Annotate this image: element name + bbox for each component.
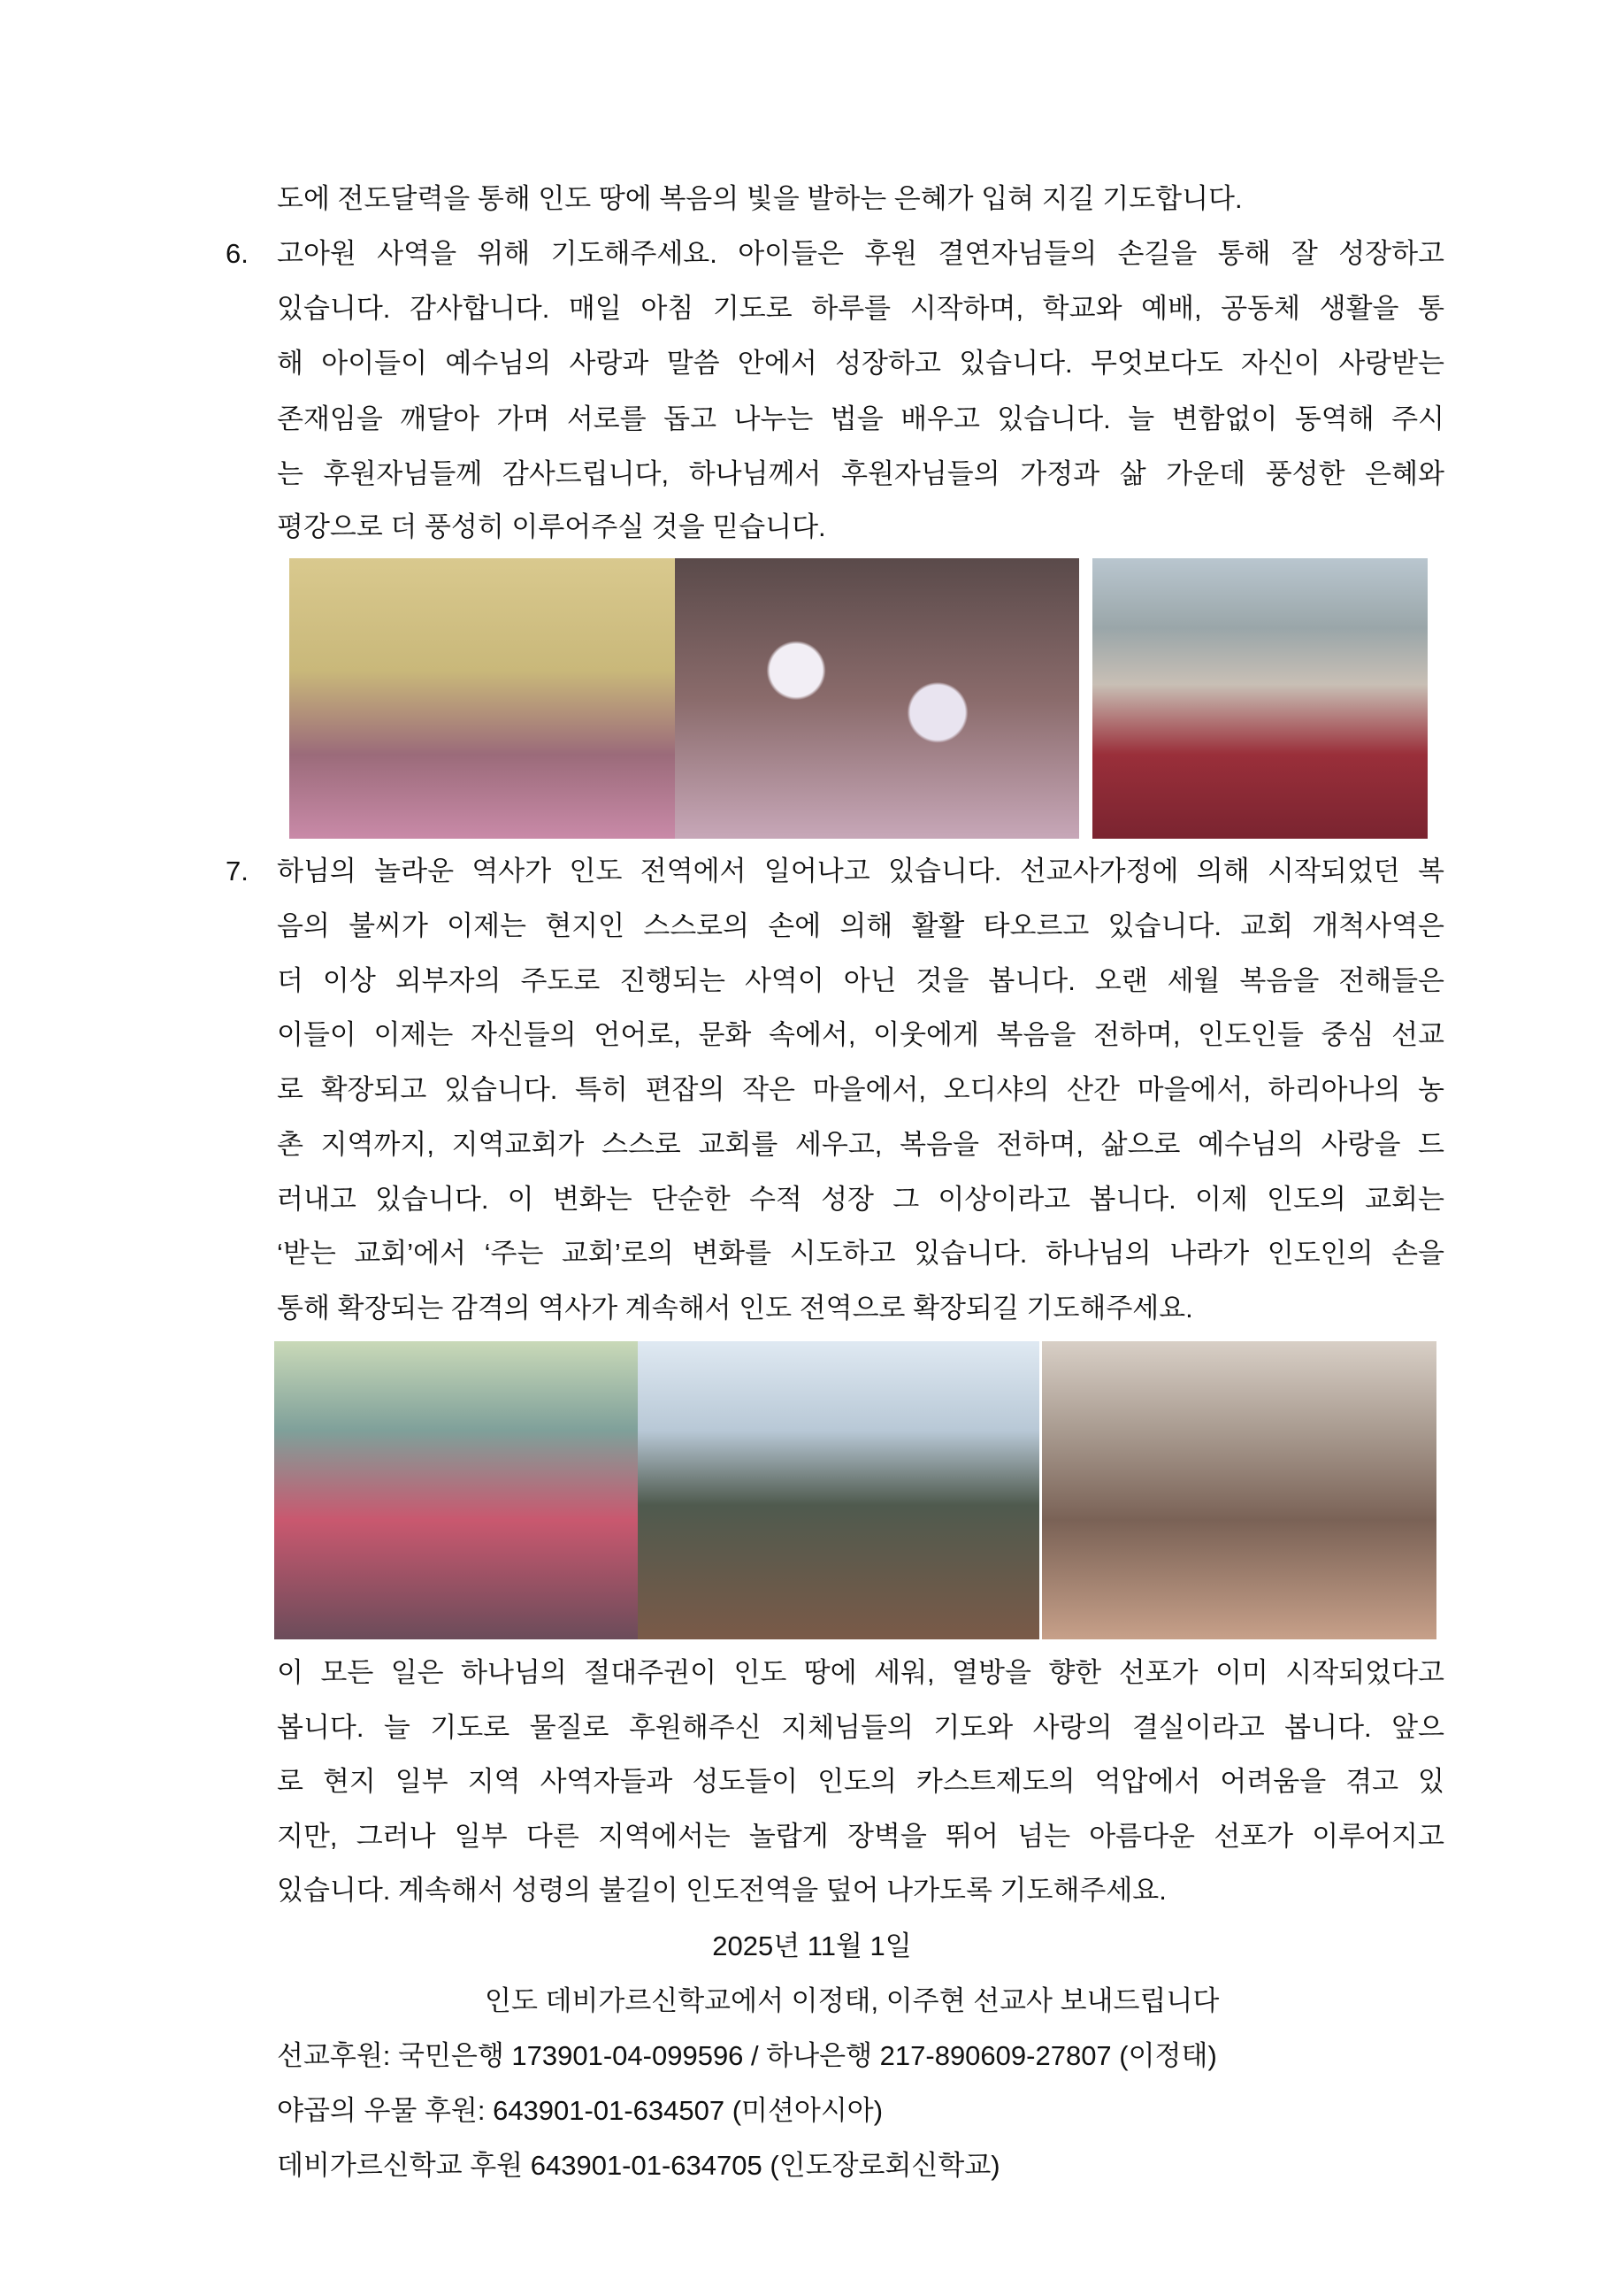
item-6-line: 해 아이들이 예수님의 사랑과 말씀 안에서 성장하고 있습니다. 무엇보다도 자신이 사랑받는: [277, 348, 1444, 379]
item-7-number: 7.: [226, 856, 249, 886]
item-7-line: 러내고 있습니다. 이 변화는 단순한 수적 성장 그 이상이라고 봅니다. 이제 인도의 교회는: [277, 1184, 1444, 1215]
item-6-line: 있습니다. 감사합니다. 매일 아침 기도로 하루를 시작하며, 학교와 예배, 공동체 생활을 통: [277, 293, 1444, 324]
item-7-line: 통해 확장되는 감격의 역사가 계속해서 인도 전역으로 확장되길 기도해주세요.: [277, 1293, 1193, 1324]
orphanage-children-photo: [289, 558, 675, 839]
closing-line: 봅니다. 늘 기도로 물질로 후원해주신 지체님들의 기도와 사랑의 결실이라고 봅니다. 앞으: [277, 1712, 1444, 1743]
item-7-line: 하님의 놀라운 역사가 인도 전역에서 일어나고 있습니다. 선교사가정에 의해 시작되었던 복: [277, 856, 1444, 886]
children-drawings-photo: [675, 558, 1079, 839]
item-6-number: 6.: [226, 238, 249, 269]
letter-sender: 인도 데비가르신학교에서 이정태, 이주현 선교사 보내드립니다: [485, 1985, 1220, 2016]
item-7-line: ‘받는 교회’에서 ‘주는 교회’로의 변화를 시도하고 있습니다. 하나님의 나라가 인도인의 손을: [277, 1238, 1444, 1269]
item-7-line: 이들이 이제는 자신들의 언어로, 문화 속에서, 이웃에게 복음을 전하며, 인도인들 중심 선교: [277, 1019, 1444, 1050]
letter-date: 2025년 11월 1일: [712, 1930, 912, 1961]
item-6-line: 존재임을 깨달아 가며 서로를 돕고 나누는 법을 배우고 있습니다. 늘 변함없이 동역해 주시: [277, 403, 1444, 434]
account-line: 야곱의 우물 후원: 643901-01-634507 (미션아시아): [277, 2095, 884, 2126]
item-7-line: 더 이상 외부자의 주도로 진행되는 사역이 아닌 것을 봅니다. 오랜 세월 복음을 전해들은: [277, 965, 1444, 996]
item-7-line: 로 확장되고 있습니다. 특히 편잡의 작은 마을에서, 오디샤의 산간 마을에서, 하리아나의 농: [277, 1074, 1444, 1105]
closing-line: 있습니다. 계속해서 성령의 불길이 인도전역을 덮어 나가도록 기도해주세요.: [277, 1875, 1167, 1906]
account-line: 선교후원: 국민은행 173901-04-099596 / 하나은행 217-890609-27807 (이정태): [277, 2040, 1217, 2071]
intro-line: 도에 전도달력을 통해 인도 땅에 복음의 빛을 발하는 은혜가 입혀 지길 기도합니다.: [277, 183, 1243, 214]
worship-meeting-photo: [274, 1341, 638, 1639]
church-outdoor-gathering-photo: [638, 1341, 1039, 1639]
raised-hands-worship-photo: [1042, 1341, 1436, 1639]
item-7-line: 촌 지역까지, 지역교회가 스스로 교회를 세우고, 복음을 전하며, 삶으로 예수님의 사랑을 드: [277, 1129, 1444, 1160]
item-6-line: 평강으로 더 풍성히 이루어주실 것을 믿습니다.: [277, 511, 826, 542]
rooftop-children-photo: [1092, 558, 1428, 839]
item-7-line: 음의 불씨가 이제는 현지인 스스로의 손에 의해 활활 타오르고 있습니다. 교회 개척사역은: [277, 910, 1444, 941]
closing-line: 이 모든 일은 하나님의 절대주권이 인도 땅에 세워, 열방을 향한 선포가 이미 시작되었다고: [277, 1657, 1444, 1688]
account-line: 데비가르신학교 후원 643901-01-634705 (인도장로회신학교): [277, 2150, 1000, 2181]
item-6-line: 고아원 사역을 위해 기도해주세요. 아이들은 후원 결연자님들의 손길을 통해 잘 성장하고: [277, 238, 1444, 269]
closing-line: 지만, 그러나 일부 다른 지역에서는 놀랍게 장벽을 뛰어 넘는 아름다운 선포가 이루어지고: [277, 1821, 1444, 1852]
item-6-line: 는 후원자님들께 감사드립니다, 하나님께서 후원자님들의 가정과 삶 가운데 풍성한 은혜와: [277, 458, 1444, 489]
closing-line: 로 현지 일부 지역 사역자들과 성도들이 인도의 카스트제도의 억압에서 어려움을 겪고 있: [277, 1766, 1444, 1797]
